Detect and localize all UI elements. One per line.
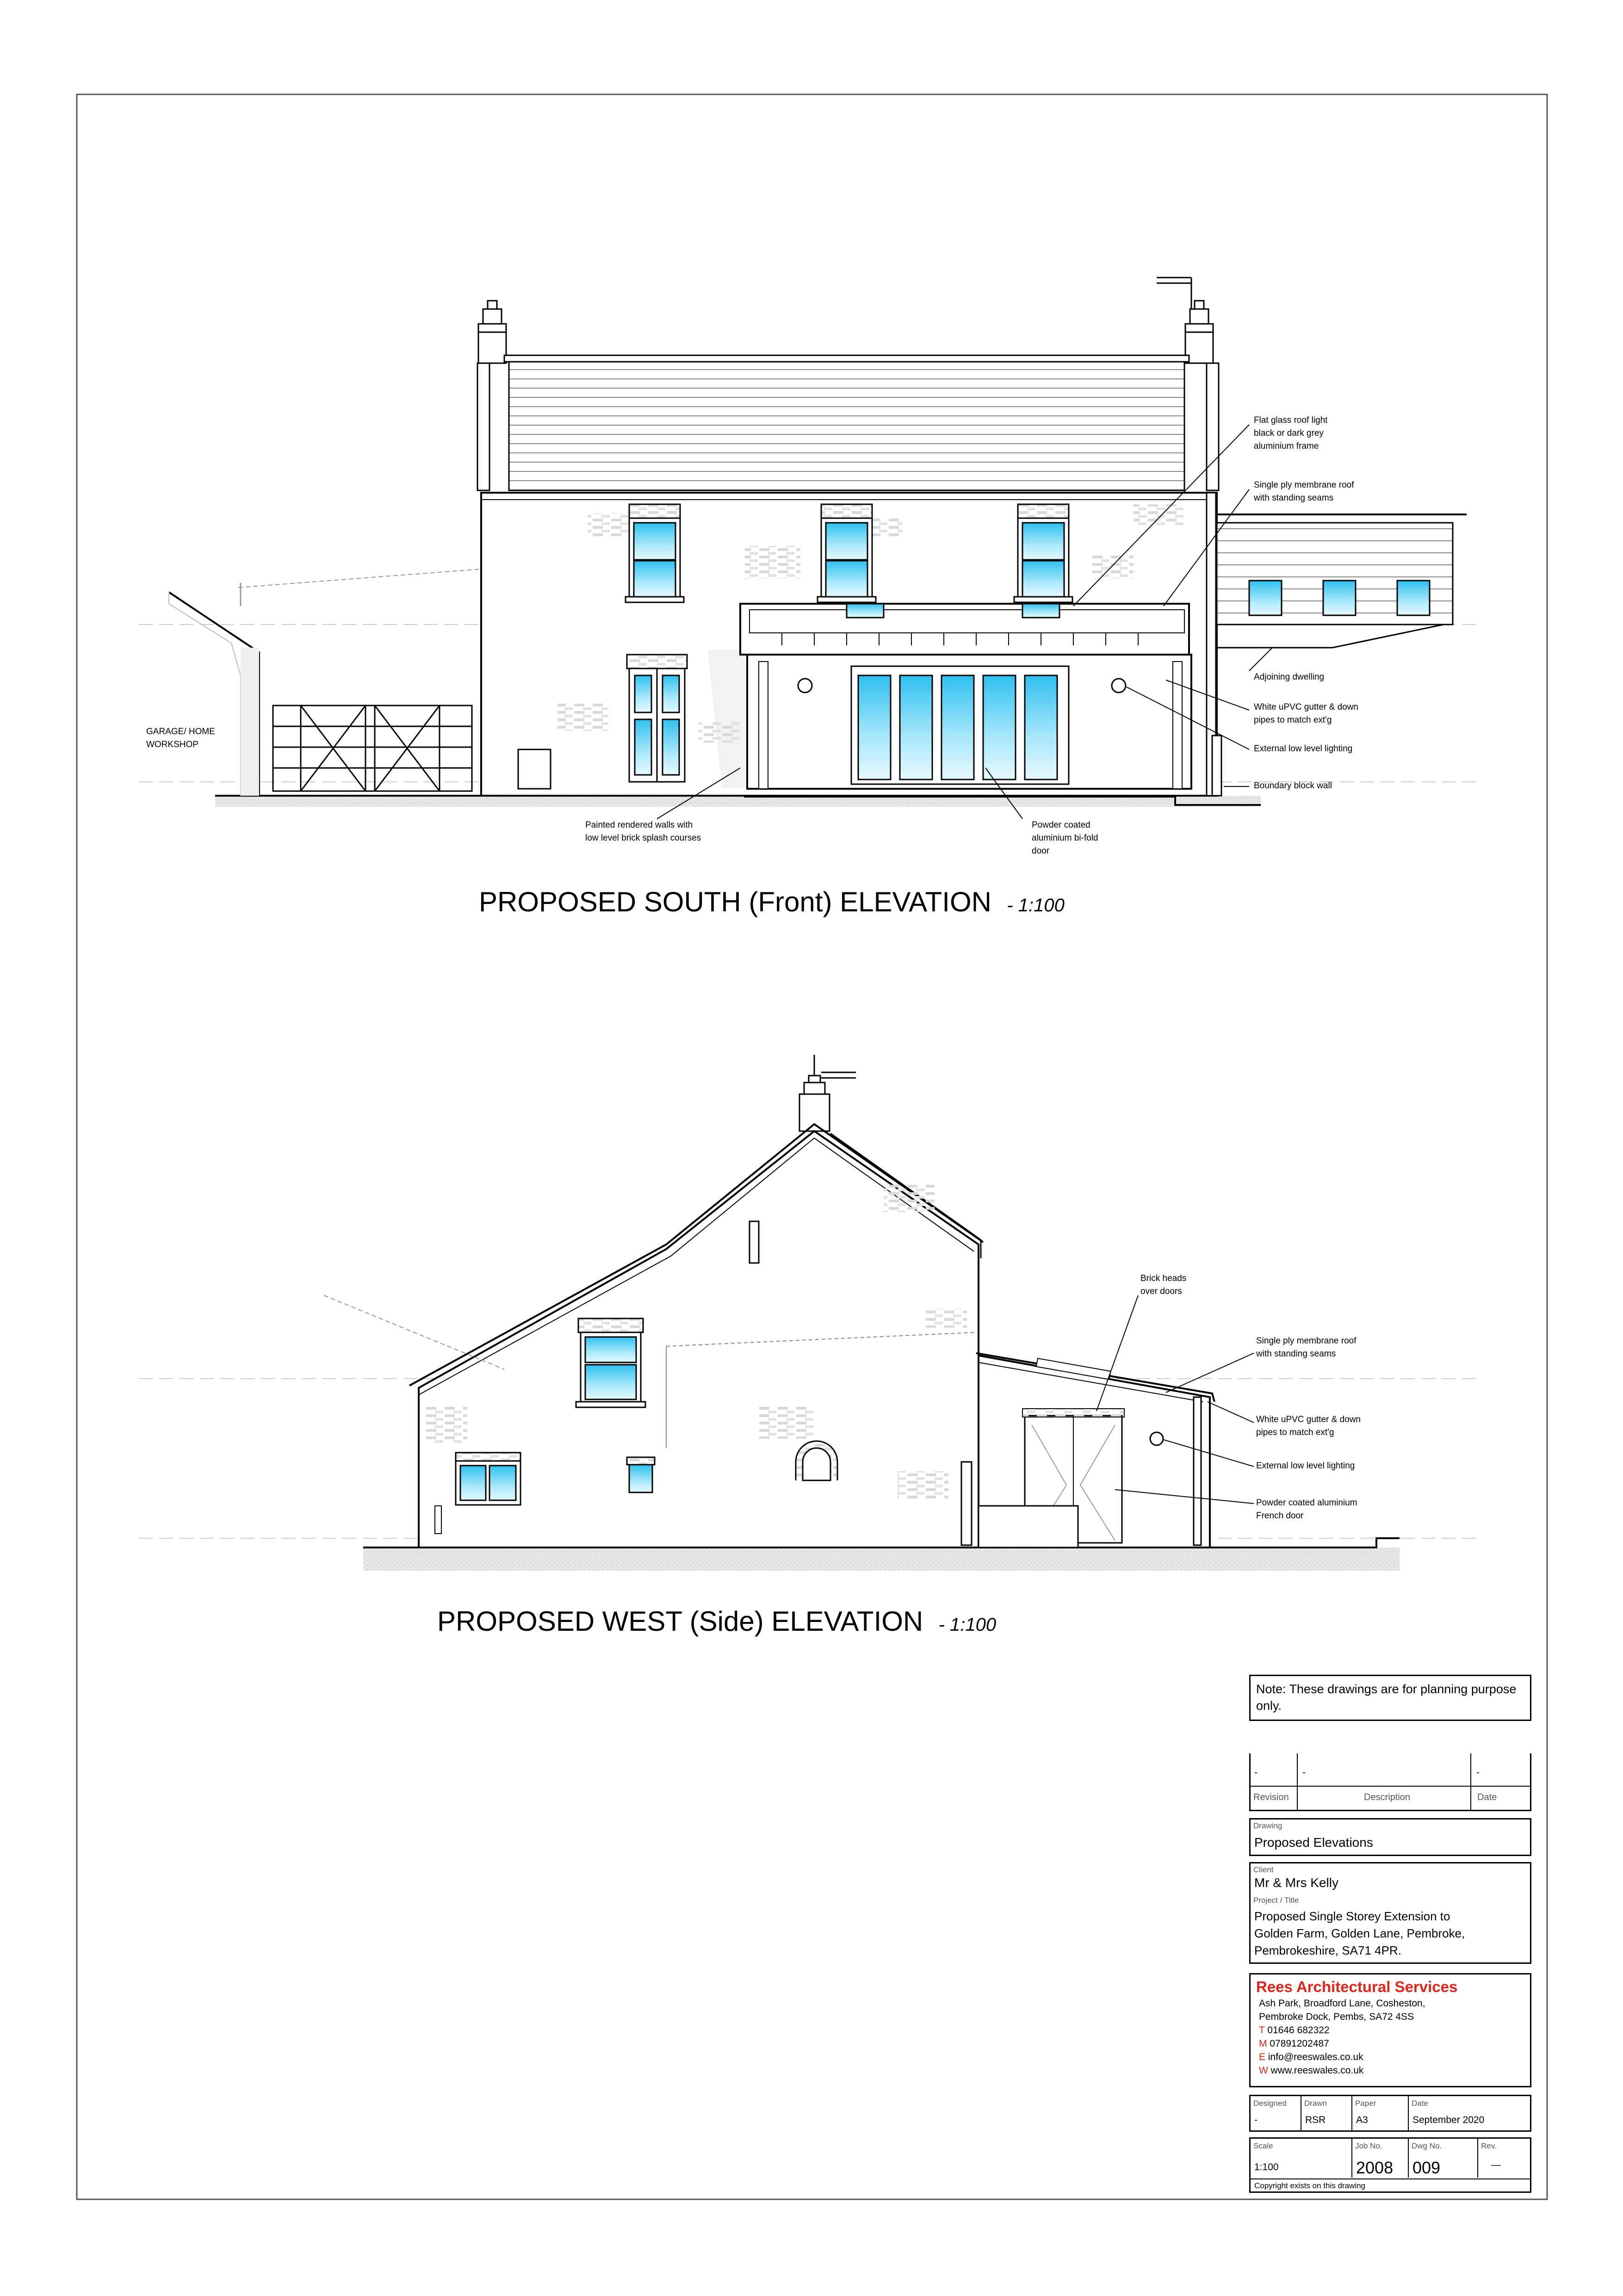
label-lighting-south: External low level lighting [1254, 744, 1353, 754]
west-window-small [627, 1457, 655, 1492]
label-brick-heads: Brick heads over doors [1140, 1274, 1187, 1296]
west-extension [976, 1353, 1214, 1547]
designed-row [1249, 2095, 1531, 2132]
description-header: Description [1364, 1792, 1411, 1802]
copyright-text: Copyright exists on this drawing [1254, 2181, 1366, 2190]
roof-light-1 [847, 604, 884, 618]
company-phone-row: T 01646 682322 [1259, 2025, 1330, 2036]
company-name: Rees Architectural Services [1256, 1978, 1458, 1995]
adjoining-dwelling [1217, 514, 1467, 648]
job-value: 2008 [1356, 2158, 1394, 2177]
label-gutter-south: White uPVC gutter & down pipes to match ext'g [1254, 702, 1358, 725]
designed-value: - [1254, 2115, 1258, 2125]
meter-box [518, 749, 551, 789]
south-window-3 [1014, 504, 1072, 602]
label-walls: Painted rendered walls with low level brick splash courses [585, 820, 701, 843]
company-web-row: W www.reeswales.co.uk [1259, 2065, 1364, 2076]
label-french-door: Powder coated aluminium French door [1256, 1498, 1357, 1521]
scale-row [1249, 2137, 1531, 2193]
project-value: Proposed Single Storey Extension to Golden Farm, Golden Lane, Pembroke, Pembrokeshire, SA71 4PR. [1254, 1909, 1465, 1957]
label-bifold: Powder coated aluminium bi-fold door [1032, 820, 1098, 856]
south-window-1 [626, 504, 684, 602]
drawn-value: RSR [1305, 2115, 1326, 2125]
drawn-label: Drawn [1304, 2099, 1327, 2108]
company-mobile-row: M 07891202487 [1259, 2038, 1329, 2049]
south-elevation-title [479, 886, 1065, 918]
chimney-right [1157, 278, 1213, 363]
west-slot-vent [750, 1221, 759, 1263]
field-gate [273, 706, 472, 791]
company-box [1249, 1973, 1531, 2087]
roof-light-2 [1022, 604, 1059, 618]
label-membrane-south: Single ply membrane roof with standing seams [1254, 480, 1354, 503]
revision-cell: - [1254, 1767, 1258, 1778]
scale-value: 1:100 [1254, 2162, 1279, 2172]
west-ground [363, 1547, 1400, 1571]
description-cell: - [1302, 1767, 1306, 1778]
revision-table [1249, 1753, 1531, 1811]
west-elevation-title [437, 1605, 996, 1637]
date-cell: - [1476, 1767, 1480, 1778]
label-boundary: Boundary block wall [1254, 781, 1332, 791]
note-box [1249, 1675, 1531, 1721]
drawing-box [1249, 1818, 1531, 1856]
south-elevation-drawing [139, 278, 1481, 819]
job-label: Job No. [1355, 2141, 1382, 2150]
paper-label: Paper [1355, 2099, 1376, 2108]
west-chimney [799, 1055, 856, 1131]
west-window-upper [576, 1318, 645, 1407]
client-project-box [1249, 1862, 1531, 1964]
wall-light-left [798, 679, 812, 693]
south-front-door [627, 655, 687, 782]
drawing-label: Drawing [1253, 1821, 1282, 1830]
west-window-lower [456, 1453, 520, 1505]
chimney-left [478, 301, 506, 363]
scale-label: Scale [1253, 2141, 1273, 2150]
date-value: September 2020 [1412, 2115, 1485, 2125]
west-arch-vent [796, 1441, 837, 1480]
client-value: Mr & Mrs Kelly [1254, 1875, 1338, 1890]
client-label: Client [1253, 1865, 1274, 1874]
company-address: Ash Park, Broadford Lane, Cosheston, Pembroke Dock, Pembs, SA72 4SS [1259, 1998, 1425, 2022]
label-gutter-west: White uPVC gutter & down pipes to match ext'g [1256, 1415, 1361, 1437]
south-scale-text: - 1:100 [1007, 895, 1065, 916]
rev-label: Rev. [1481, 2141, 1497, 2150]
revision-header: Revision [1253, 1792, 1289, 1802]
south-roof [509, 361, 1184, 490]
wall-light-right [1112, 679, 1126, 693]
dwg-value: 009 [1412, 2158, 1441, 2177]
drawing-value: Proposed Elevations [1254, 1835, 1373, 1850]
note-text: Note: These drawings are for planning purpose only. [1256, 1682, 1517, 1713]
south-title-text: PROPOSED SOUTH (Front) ELEVATION [479, 886, 991, 917]
designed-label: Designed [1253, 2099, 1287, 2108]
south-extension [740, 604, 1191, 789]
company-email-row: E info@reeswales.co.uk [1259, 2052, 1363, 2062]
west-title-text: PROPOSED WEST (Side) ELEVATION [437, 1606, 923, 1637]
rev-value: — [1491, 2160, 1501, 2170]
label-garage: GARAGE/ HOME WORKSHOP [146, 727, 215, 749]
project-label: Project / Title [1253, 1896, 1299, 1905]
paper-value: A3 [1356, 2115, 1368, 2125]
label-membrane-west: Single ply membrane roof with standing seams [1256, 1336, 1357, 1359]
bifold-door [851, 666, 1069, 784]
label-lighting-west: External low level lighting [1256, 1461, 1355, 1471]
date-header: Date [1477, 1792, 1497, 1802]
date-label: Date [1412, 2099, 1428, 2108]
label-adjoining: Adjoining dwelling [1254, 672, 1325, 682]
south-window-2 [818, 504, 876, 602]
label-roof-light: Flat glass roof light black or dark grey aluminium frame [1254, 415, 1328, 451]
dwg-label: Dwg No. [1412, 2141, 1442, 2150]
west-elevation-drawing [139, 1055, 1481, 1571]
west-scale-text: - 1:100 [938, 1615, 997, 1635]
